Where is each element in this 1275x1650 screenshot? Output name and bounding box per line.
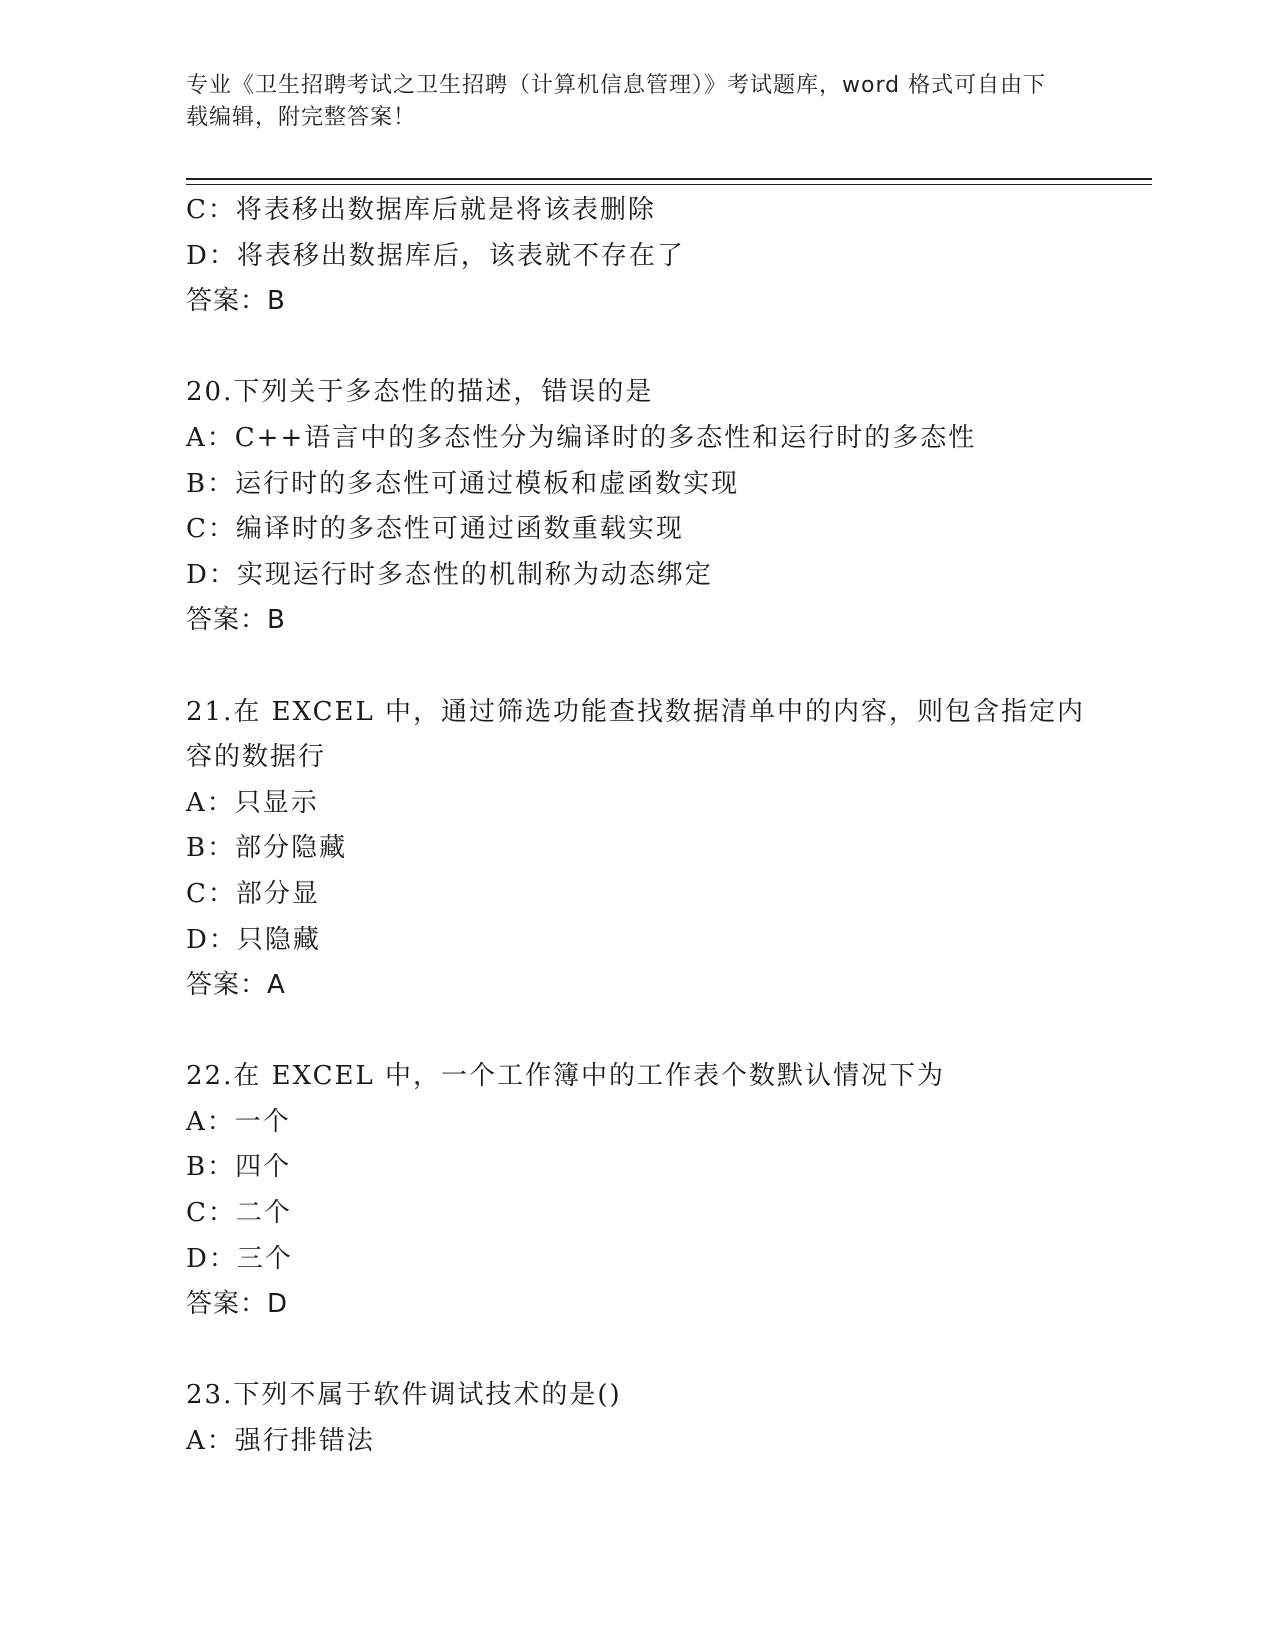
option-c: C：二个 [186, 1198, 292, 1229]
option-d: D：将表移出数据库后，该表就不存在了 [186, 240, 685, 271]
option-a: A：C++语言中的多态性分为编译时的多态性和运行时的多态性 [186, 422, 977, 453]
question-20 [186, 370, 1086, 644]
document-header: 专业《卫生招聘考试之卫生招聘（计算机信息管理）》考试题库，word 格式可自由下载编辑，附完整答案！ [186, 73, 1047, 130]
answer: 答案：A [186, 970, 286, 1001]
spacer [186, 1009, 1086, 1055]
question-title: 23.下列不属于软件调试技术的是() [186, 1380, 622, 1411]
answer: 答案：D [186, 1289, 289, 1320]
option-b: B：部分隐藏 [186, 833, 348, 864]
question-21 [186, 690, 1086, 1009]
question-19-partial [186, 188, 1086, 325]
answer: 答案：B [186, 286, 286, 317]
header-rule-thick [186, 178, 1152, 180]
option-c: C：部分显 [186, 878, 320, 909]
option-b: B：运行时的多态性可通过模板和虚函数实现 [186, 468, 740, 499]
question-23 [186, 1373, 1086, 1464]
document-body [186, 188, 1086, 1465]
spacer [186, 1328, 1086, 1374]
option-a: A：强行排错法 [186, 1426, 375, 1457]
option-a: A：只显示 [186, 787, 319, 818]
question-title: 20.下列关于多态性的描述，错误的是 [186, 377, 654, 408]
option-d: D：只隐藏 [186, 924, 321, 955]
spacer [186, 644, 1086, 690]
option-d: D：三个 [186, 1243, 293, 1274]
question-title-line-2: 容的数据行 [186, 742, 327, 773]
spacer [186, 325, 1086, 371]
question-title-line-1: 21.在 EXCEL 中，通过筛选功能查找数据清单中的内容，则包含指定内 [186, 696, 1086, 727]
question-22 [186, 1054, 1086, 1328]
option-c: C：将表移出数据库后就是将该表删除 [186, 195, 656, 225]
option-d: D：实现运行时多态性的机制称为动态绑定 [186, 559, 713, 590]
option-a: A：一个 [186, 1106, 291, 1137]
header-rule-thin [186, 184, 1152, 185]
question-title: 22.在 EXCEL 中，一个工作簿中的工作表个数默认情况下为 [186, 1061, 946, 1092]
answer: 答案：B [186, 605, 286, 636]
option-b: B：四个 [186, 1152, 292, 1183]
option-c: C：编译时的多态性可通过函数重载实现 [186, 514, 684, 545]
